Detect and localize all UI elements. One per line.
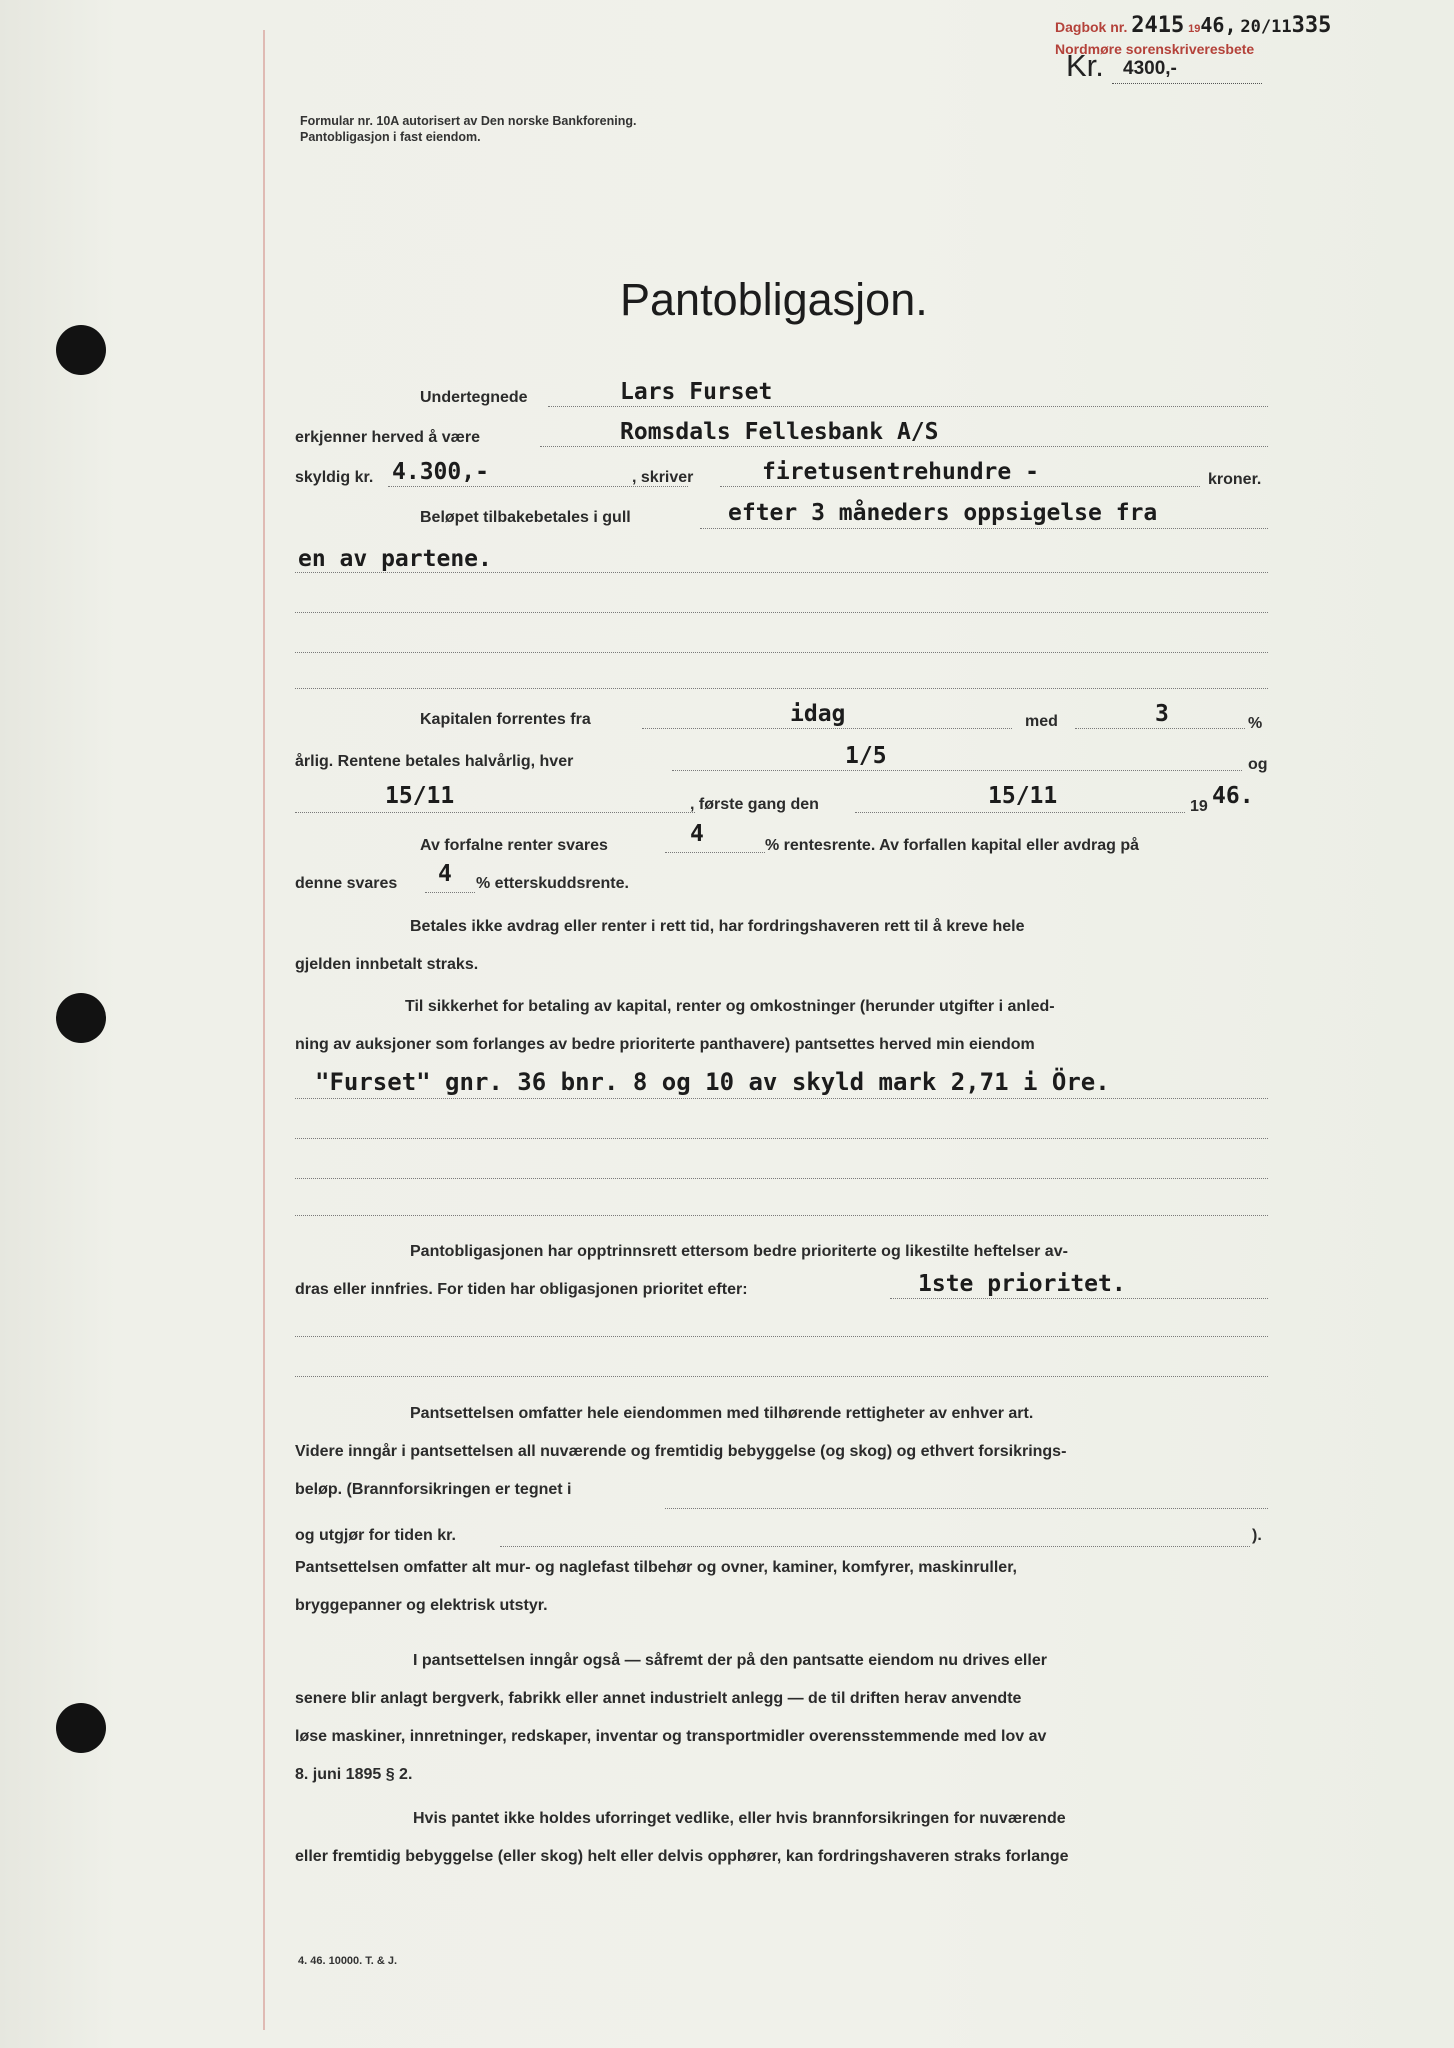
paragraph-betales: Betales ikke avdrag eller renter i rett tid, har fordringshaveren rett til å kreve hele gjelden innbetalt straks. [295,918,1025,973]
field-rule [295,1178,1268,1179]
med-label: med [1025,713,1058,730]
year-prefix: 19 [1190,798,1208,815]
field-rule [500,1546,1250,1547]
paragraph-omfatter2: Pantsettelsen omfatter alt mur- og naglefast tilbehør og ovner, kaminer, komfyrer, maskinruller, bryggepanner og elektrisk utstyr. [295,1559,1017,1614]
field-rule [700,528,1268,529]
arlig-label: årlig. Rentene betales halvårlig, hver [295,753,574,770]
forfalne-label: Av forfalne renter svares [420,837,608,854]
undertegnede-value: Lars Furset [620,379,773,405]
stamp-date: 20/11 [1240,17,1292,37]
skyldig-label: skyldig kr. [295,469,374,486]
kr-label: Kr. [1066,48,1104,83]
form-notice: Formular nr. 10A autorisert av Den norske Bankforening. Pantobligasjon i fast eiendom. [300,114,637,144]
skriver-label: , skriver [632,469,694,486]
field-rule [890,1298,1268,1299]
undertegnede-label: Undertegnede [420,389,528,406]
paragraph-opptrinn: Pantobligasjonen har opptrinnsrett ettersom bedre prioriterte og likestilte heftelser av- dras eller innfries. For tiden har obligasjonen prioritet efter: [295,1243,1068,1298]
skriver-value: firetusentrehundre - [762,459,1039,485]
field-rule [295,688,1268,689]
field-rule [295,1215,1268,1216]
field-rule [295,1336,1268,1337]
erkjenner-value: Romsdals Fellesbank A/S [620,419,939,445]
field-rule [665,852,765,853]
field-rule [548,406,1268,407]
rate-value: 3 [1155,701,1169,727]
skyldig-value: 4.300,- [392,459,489,485]
denne-label: denne svares [295,875,398,892]
forste-label: , første gang den [690,796,819,813]
stamp-year: 46, [1200,13,1237,37]
forfalne-value: 4 [690,821,704,847]
belopet-value-1: efter 3 måneders oppsigelse fra [728,500,1158,526]
registry-stamp: Dagbok nr. 2415 1946, 20/11335 Nordmøre sorenskriveresbete [1055,13,1332,57]
prioritet-value: 1ste prioritet. [918,1271,1126,1297]
denne-value: 4 [438,861,452,887]
punch-hole [56,325,106,375]
field-rule [720,486,1200,487]
field-rule [540,446,1268,447]
year-value: 46. [1212,783,1254,809]
belopet-label: Beløpet tilbakebetales i gull [420,509,631,526]
eiendom-value: "Furset" gnr. 36 bnr. 8 og 10 av skyld mark 2,71 i Öre. [315,1068,1110,1096]
margin-line [263,30,265,2030]
field-rule [425,892,475,893]
forfalne-rest: % rentesrente. Av forfallen kapital eller avdrag på [765,837,1140,854]
field-rule [672,770,1242,771]
field-rule [295,1138,1268,1139]
kroner-label: kroner. [1208,471,1262,488]
erkjenner-label: erkjenner herved å være [295,429,480,446]
document-title: Pantobligasjon. [620,274,928,325]
date2-value: 15/11 [385,783,455,809]
field-rule [665,1508,1268,1509]
percent-sign: % [1248,715,1263,732]
utgjor-label: og utgjør for tiden kr. [295,1527,456,1544]
field-rule [295,1098,1268,1099]
field-rule [855,812,1185,813]
punch-hole [56,1703,106,1753]
forste-value: 15/11 [988,783,1058,809]
field-rule [642,728,1012,729]
field-rule [295,1376,1268,1377]
punch-hole [56,993,106,1043]
kapital-value: idag [790,701,846,727]
field-rule [1075,728,1245,729]
page-number: 335 [1291,13,1332,38]
field-rule [295,812,695,813]
field-rule [295,652,1268,653]
print-footer: 4. 46. 10000. T. & J. [298,1955,398,1967]
stamp-office: Nordmøre sorenskriveresbete [1055,41,1255,57]
field-rule [295,612,1268,613]
paragraph-sikkerhet: Til sikkerhet for betaling av kapital, renter og omkostninger (herunder utgifter i anled- ning av auksjoner som forlanges av bedre prioriterte panthavere) pantsettes herved min eiendom [295,998,1055,1053]
kr-amount: 4300,- [1123,58,1177,79]
paragraph-omfatter: Pantsettelsen omfatter hele eiendommen med tilhørende rettigheter av enhver art. Videre inngår i pantsettelsen all nuværende og fremtidig bebyggelse (og skog) og ethvert forsikrings- beløp. (Brannforsikringen er tegnet i [295,1405,1067,1498]
utgjor-end: ). [1252,1527,1262,1544]
paragraph-inngar: I pantsettelsen inngår også — såfremt der på den pantsatte eiendom nu drives eller senere blir anlagt bergverk, fabrikk eller annet industrielt anlegg — de til driften herav anvendte løse maskiner, innretninger, redskaper, inventar og transportmidler overensstemmende med lov av 8. juni 1895 § 2. [295,1652,1047,1783]
og-label: og [1248,756,1268,773]
kapital-label: Kapitalen forrentes fra [420,711,591,728]
belopet-value-2: en av partene. [298,546,492,572]
paragraph-hvis: Hvis pantet ikke holdes uforringet vedlike, eller hvis brannforsikringen for nuværende eller fremtidig bebyggelse (eller skog) helt eller delvis opphører, kan fordringshaveren straks forlange [295,1810,1069,1865]
denne-rest: % etterskuddsrente. [476,875,629,892]
stamp-number: 2415 [1131,13,1185,38]
arlig-value: 1/5 [845,743,887,769]
kr-rule [1112,83,1262,84]
